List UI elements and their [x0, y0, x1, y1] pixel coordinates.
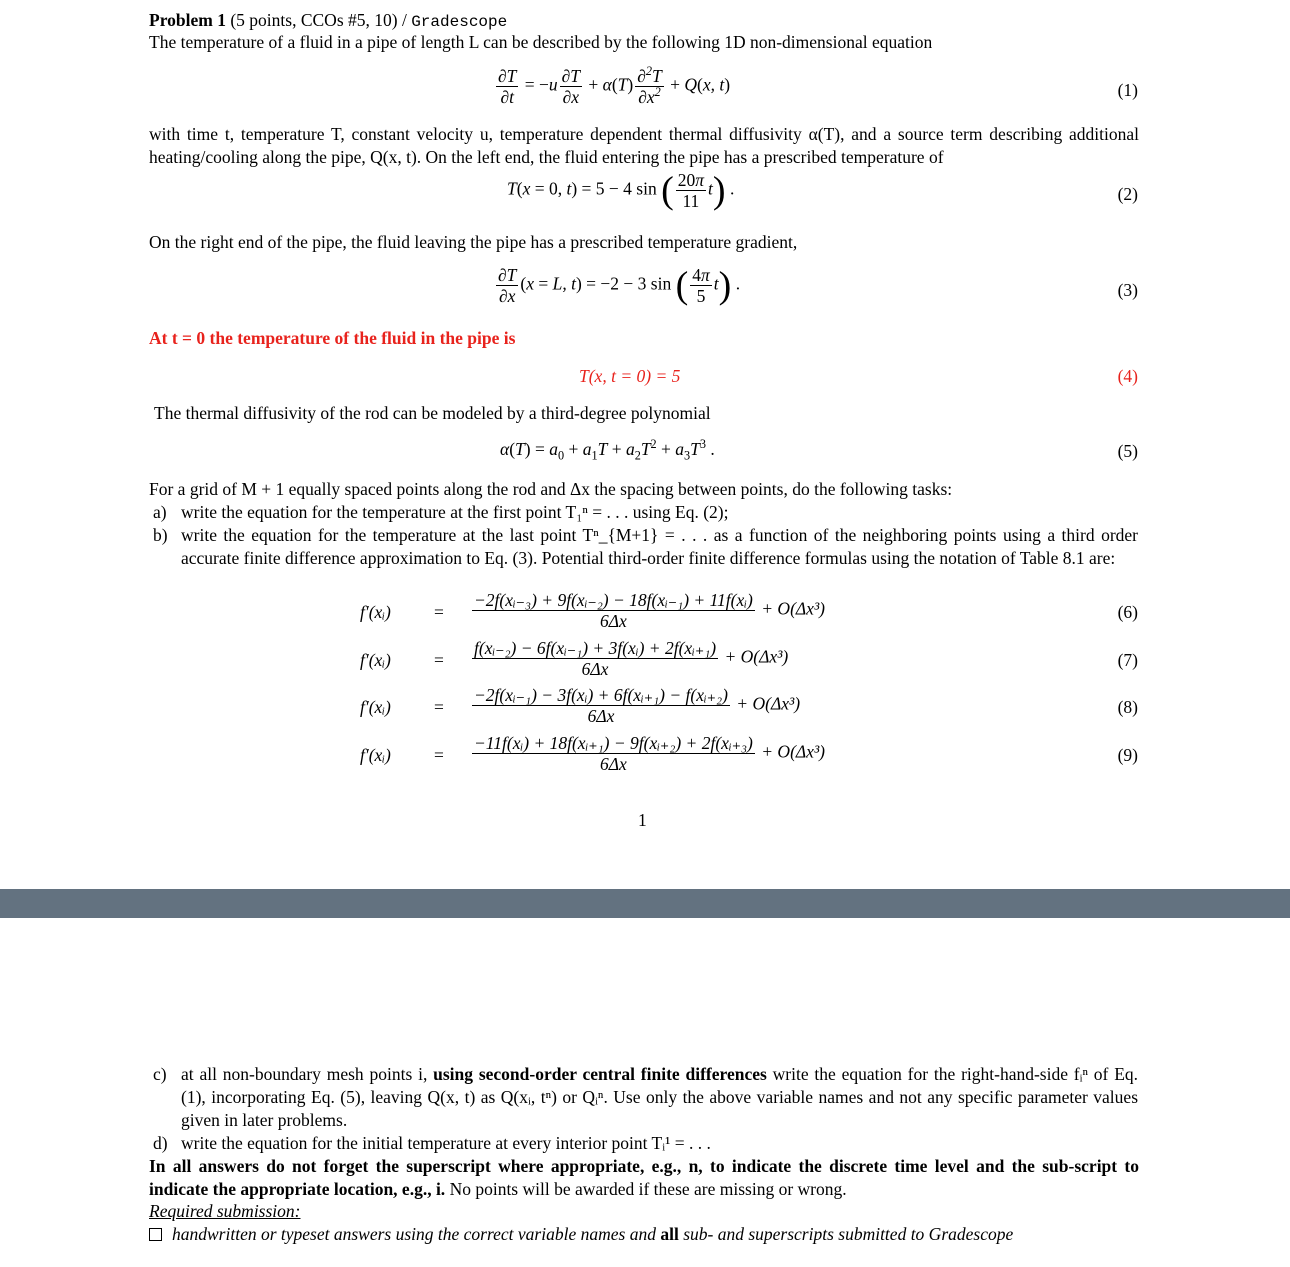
equation-8-number: (8) [1117, 697, 1138, 717]
equation-4-number: (4) [1117, 366, 1138, 386]
fd-denominator: 6Δx [600, 611, 627, 632]
equation-3: $\frac{\partial T}{\partial x}$ (x = L, t) = −2 − 3 sin ( $\frac{4\pi}{5}$ t) . [498, 264, 741, 307]
fd-numerator: −2f(xᵢ₋₃) + 9f(xᵢ₋₂) − 18f(xᵢ₋₁) + 11f(xᵢ) [474, 590, 753, 610]
fd-equals: = [434, 697, 444, 717]
fd-equals: = [434, 650, 444, 670]
fd-denominator: 6Δx [581, 659, 609, 680]
fd-numerator: f(xᵢ₋₂) − 6f(xᵢ₋₁) + 3f(xᵢ) + 2f(xᵢ₊₁) [474, 638, 717, 658]
fd-denominator: 6Δx [587, 706, 615, 727]
equation-2-number: (2) [1117, 184, 1138, 204]
fd-lhs: f′(xᵢ) [360, 602, 391, 622]
fd-equals: = [434, 745, 444, 765]
submission-checkbox[interactable] [149, 1228, 162, 1241]
task-d-label: d) [153, 1133, 168, 1153]
equation-3-number: (3) [1117, 280, 1138, 300]
fd-numerator: −11f(xᵢ) + 18f(xᵢ₊₁) − 9f(xᵢ₊₂) + 2f(xᵢ₊₃) [474, 733, 753, 753]
equation-5: $\alpha(T) = a_0 + a_1T + a_2T^2 + a_3T^3$ . [500, 437, 715, 463]
fd-error-term: + O(Δx³) [761, 741, 826, 762]
intro-text: The temperature of a fluid in a pipe of length L can be described by the following 1D non-dimensional equation [149, 32, 933, 52]
warning-bold: In all answers do not forget the superscript where appropriate, e.g., n, to indicate the discrete time level and the sub-script to indicate the appropriate location, e.g., i. [149, 1156, 1139, 1199]
fd-denominator: 6Δx [600, 754, 627, 775]
fd-formula-7 [0, 638, 1290, 684]
initial-condition-text: At t = 0 the temperature of the fluid in the pipe is [149, 328, 516, 348]
fd-lhs: f′(xᵢ) [360, 745, 391, 765]
page-number: 1 [638, 810, 647, 830]
submission-text-post: sub- and superscripts submitted to Gradescope [683, 1224, 1014, 1244]
equation-1-number: (1) [1117, 80, 1138, 100]
fd-error-term: + O(Δx³) [736, 693, 801, 714]
fd-formula-8 [0, 685, 1290, 731]
task-c-text [181, 1063, 1138, 1132]
problem-title: Problem 1 [149, 10, 226, 30]
equation-6-number: (6) [1117, 602, 1138, 622]
paragraph-after-eq1: with time t, temperature T, constant velocity u, temperature dependent thermal diffusivity α(T), and a source term describing additional heating/cooling along the pipe, Q(x, t). On the left end, the fluid entering the pipe has a prescribed temperature of [149, 124, 1139, 167]
equation-5-number: (5) [1117, 441, 1138, 461]
submission-line [149, 1224, 1013, 1245]
problem-header [149, 9, 507, 33]
grid-text: For a grid of M + 1 equally spaced points along the rod and Δx the spacing between points, do the following tasks: [149, 479, 953, 499]
task-c-text-bold: using second-order central finite differences [433, 1064, 767, 1084]
equation-4: T(x, t = 0) = 5 [579, 366, 681, 386]
task-c [153, 1063, 1138, 1132]
task-d [153, 1132, 1138, 1155]
fd-formula-6 [0, 590, 1290, 636]
task-d-text: write the equation for the initial temperature at every interior point Tᵢ¹ = . . . [181, 1133, 711, 1153]
page-separator [0, 889, 1290, 918]
submission-text-bold: all [660, 1224, 679, 1244]
fd-lhs: f′(xᵢ) [360, 697, 391, 717]
task-a [153, 501, 1138, 524]
required-submission-label: Required submission: [149, 1201, 301, 1221]
task-c-text-pre: at all non-boundary mesh points i, [181, 1064, 428, 1084]
diffusivity-text: The thermal diffusivity of the rod can be modeled by a third-degree polynomial [154, 403, 711, 423]
fd-error-term: + O(Δx³) [724, 646, 789, 667]
task-c-text-post: write the equation for the right-hand-side fᵢⁿ of Eq. (1), incorporating Eq. (5), leaving Q(x, t) as Q(xᵢ, tⁿ) or Qᵢⁿ. Use only the above variable names and not any specific parameter values given in later problems. [181, 1064, 1139, 1130]
fd-error-term: + O(Δx³) [761, 598, 826, 619]
fd-lhs: f′(xᵢ) [360, 650, 391, 670]
task-b-text: write the equation for the temperature at the last point Tⁿ_{M+1} = . . . as a function of the neighboring points using a third order accurate finite difference approximation to Eq. (3). Potential third-order finite difference formulas using the notation of Table 8.1 are: [181, 525, 1138, 568]
points-info: (5 points, CCOs #5, 10) / [230, 10, 407, 30]
warning-normal: No points will be awarded if these are missing or wrong. [449, 1179, 847, 1199]
fd-numerator: −2f(xᵢ₋₁) − 3f(xᵢ) + 6f(xᵢ₊₁) − f(xᵢ₊₂) [474, 685, 728, 705]
task-b-label: b) [153, 525, 168, 545]
equation-1: $\frac{\partial T}{\partial t}$ = −u $\frac{\partial T}{\partial x}$ + α(T) $\frac{\partial^2T}{\partial x^2}$ + Q(x, t) [498, 64, 731, 108]
equation-7-number: (7) [1117, 650, 1138, 670]
task-b [153, 524, 1138, 570]
fd-formula-9 [0, 733, 1290, 779]
task-a-text: write the equation for the temperature at the first point T₁ⁿ = . . . using Eq. (2); [181, 502, 729, 522]
submission-text-pre: handwritten or typeset answers using the correct variable names and [172, 1224, 656, 1244]
equation-9-number: (9) [1117, 745, 1138, 765]
equation-2: T(x = 0, t) = 5 − 4 sin ( $\frac{20\pi}{11}$ t) . [507, 169, 735, 212]
fd-equals: = [434, 602, 444, 622]
right-end-text: On the right end of the pipe, the fluid leaving the pipe has a prescribed temperature gradient, [149, 232, 798, 252]
task-a-label: a) [153, 502, 167, 522]
gradescope-label: Gradescope [411, 13, 508, 31]
warning-paragraph [149, 1155, 1139, 1201]
task-c-label: c) [153, 1064, 167, 1084]
